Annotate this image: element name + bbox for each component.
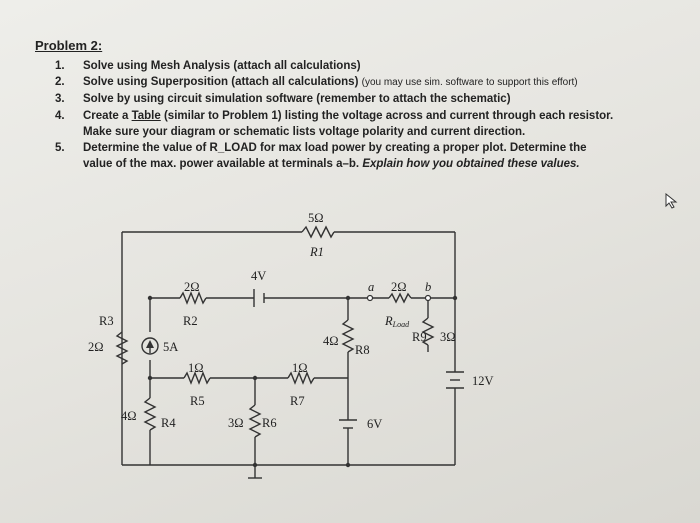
terminal-b-dot	[426, 296, 431, 301]
task-text: Solve using Mesh Analysis (attach all calculations)	[83, 60, 361, 72]
task-note: (you may use sim. software to support this effort)	[361, 77, 578, 89]
r6-name-label: R6	[262, 416, 277, 430]
resistor-r4	[145, 398, 155, 430]
task-text: Determine the value of R_LOAD for max load power by creating a proper plot. Determine the	[83, 142, 587, 155]
r5-name-label: R5	[190, 394, 205, 408]
rload-label: RLoad	[385, 314, 410, 329]
source-4v-label: 4V	[251, 269, 267, 283]
r2-value-label: 2Ω	[184, 280, 200, 294]
resistor-rab	[389, 294, 411, 302]
task-number: 4.	[55, 109, 65, 122]
r7-name-label: R7	[290, 394, 305, 408]
r9-value-label: 3Ω	[440, 330, 456, 344]
task-number: 1.	[55, 60, 65, 72]
r1-name-label: R1	[310, 245, 324, 259]
resistor-r6	[250, 405, 260, 437]
r4-name-label: R4	[161, 416, 176, 430]
r5-value-label: 1Ω	[188, 361, 204, 375]
resistor-r2	[180, 293, 206, 303]
source-6v-label: 6V	[367, 417, 383, 431]
r7-value-label: 1Ω	[292, 361, 308, 375]
r4-value-label: 4Ω	[121, 409, 137, 423]
task-text-italic: Explain how you obtained these values.	[362, 158, 580, 171]
task-text: Solve by using circuit simulation software (remember to attach the schematic)	[83, 93, 511, 106]
junction-dot	[253, 376, 257, 380]
task-number: 5.	[55, 142, 65, 155]
source-5a-label: 5A	[163, 340, 179, 354]
task-number: 2.	[55, 76, 65, 89]
task-text: Solve using Superposition (attach all calculations)	[83, 76, 359, 89]
terminal-a-label: a	[368, 280, 375, 294]
junction-dot	[148, 376, 152, 380]
terminal-a-dot	[368, 296, 373, 301]
junction-dot	[148, 296, 152, 300]
task-text-line2: Make sure your diagram or schematic lists voltage polarity and current direction.	[83, 125, 526, 138]
junction-dot	[346, 463, 350, 467]
task-text-pre: Create a	[83, 109, 132, 122]
resistor-r1	[302, 227, 334, 237]
r9-name-label: R9	[412, 330, 427, 344]
task-number: 3.	[55, 93, 65, 106]
terminal-b-label: b	[425, 280, 432, 294]
junction-dot	[346, 296, 350, 300]
task-text: (similar to Problem 1) listing the voltage across and current through each resistor.	[160, 109, 614, 122]
r3-name-label: R3	[99, 314, 114, 328]
table-link: Table	[131, 109, 161, 122]
r3-value-label: 2Ω	[88, 340, 104, 354]
rab-value-label: 2Ω	[391, 280, 407, 294]
r6-value-label: 3Ω	[228, 416, 244, 430]
task-text-line2: value of the max. power available at terminals a–b.	[83, 158, 360, 171]
mouse-cursor-icon	[665, 193, 679, 209]
r1-value-label: 5Ω	[308, 211, 324, 225]
resistor-r8	[343, 320, 353, 352]
junction-dot	[453, 296, 457, 300]
r2-name-label: R2	[183, 314, 198, 328]
problem-title: Problem 2:	[35, 38, 103, 53]
r8-value-label: 4Ω	[323, 334, 339, 348]
r8-name-label: R8	[355, 343, 370, 357]
source-12v-label: 12V	[472, 374, 494, 388]
junction-dot	[253, 463, 257, 467]
